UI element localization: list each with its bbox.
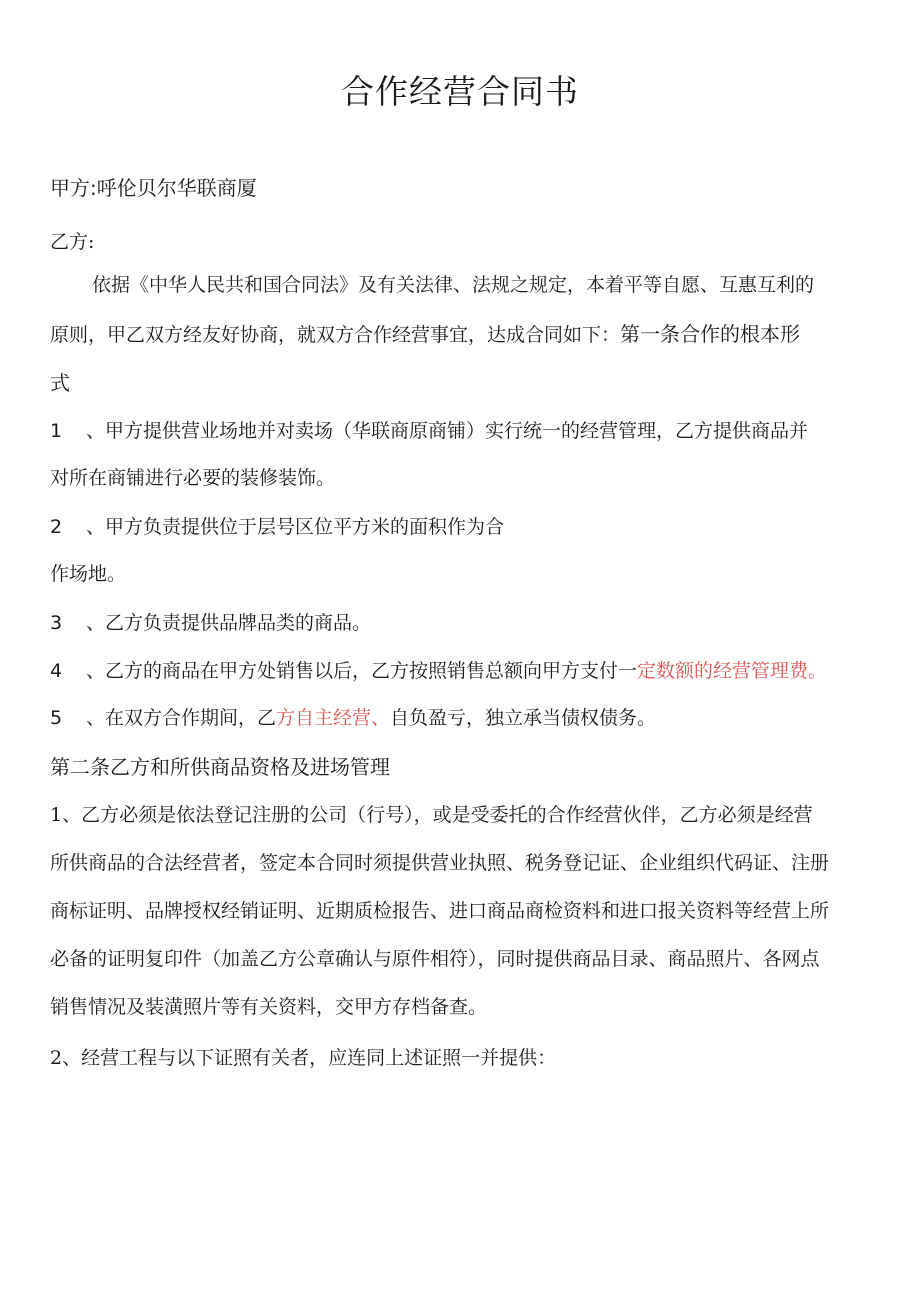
section-2-item-1-line-1: 1、乙方必须是依法登记注册的公司（行号），或是受委托的合作经营伙伴，乙方必须是经营	[50, 804, 813, 826]
intro-paragraph-line-2	[50, 322, 800, 347]
item-3-number: 3	[50, 612, 63, 634]
item-2-number: 2	[50, 516, 63, 538]
item-4-line-1	[50, 659, 827, 683]
intro-paragraph-text: 原则，甲乙双方经友好协商，就双方合作经营事宜，达成合同如下：	[50, 324, 621, 346]
item-5-number: 5	[50, 707, 63, 729]
document-title: 合作经营合同书	[341, 72, 579, 111]
item-1-line-1	[50, 419, 808, 443]
item-1-number: 1	[50, 420, 63, 442]
item-1-text: 、甲方提供营业场地并对卖场（华联商原商铺）实行统一的经营管理，乙方提供商品并	[86, 420, 809, 442]
item-4-highlight-text: 定数额的经营管理费。	[637, 660, 828, 682]
item-5-text-a: 、在双方合作期间，乙	[86, 707, 277, 729]
item-5-line-1	[50, 706, 656, 730]
section-2-item-1-line-2: 所供商品的合法经营者，签定本合同时须提供营业执照、税务登记证、企业组织代码证、注册	[50, 852, 830, 874]
item-3-text: 、乙方负责提供品牌品类的商品。	[86, 612, 372, 634]
item-3-line-1	[50, 611, 371, 635]
item-2-line-2: 作场地。	[50, 563, 127, 585]
section-2-item-1-line-3: 商标证明、品牌授权经销证明、近期质检报告、进口商品商检资料和进口报关资料等经营上所	[50, 900, 830, 922]
item-2-text: 、甲方负责提供位于层号区位平方米的面积作为合	[86, 516, 505, 538]
item-5-highlight-text: 方自主经营、	[276, 707, 391, 729]
section-1-heading: 第一条合作的根本形	[620, 322, 801, 346]
section-2-item-1-line-5: 销售情况及装潢照片等有关资料，交甲方存档备查。	[50, 996, 488, 1018]
item-4-text: 、乙方的商品在甲方处销售以后，乙方按照销售总额向甲方支付一	[86, 660, 638, 682]
item-5-text-c: 自负盈亏，独立承当债权债务。	[390, 707, 657, 729]
item-1-line-2: 对所在商铺进行必要的装修装饰。	[50, 467, 336, 489]
section-1-heading-continued: 式	[50, 371, 70, 395]
party-b-line: 乙方:	[50, 231, 95, 253]
section-2-item-1-line-4: 必备的证明复印件（加盖乙方公章确认与原件相符），同时提供商品目录、商品照片、各网点	[50, 948, 820, 970]
item-2-line-1	[50, 515, 504, 539]
section-2-heading: 第二条乙方和所供商品资格及进场管理	[50, 755, 390, 779]
item-4-number: 4	[50, 660, 63, 682]
section-2-item-2-line-1: 2、经营工程与以下证照有关者，应连同上述证照一并提供：	[50, 1047, 557, 1069]
party-a-line: 甲方:呼伦贝尔华联商厦	[50, 176, 257, 200]
intro-paragraph-line-1: 依据《中华人民共和国合同法》及有关法律、法规之规定，本着平等自愿、互惠互利的	[92, 274, 815, 296]
